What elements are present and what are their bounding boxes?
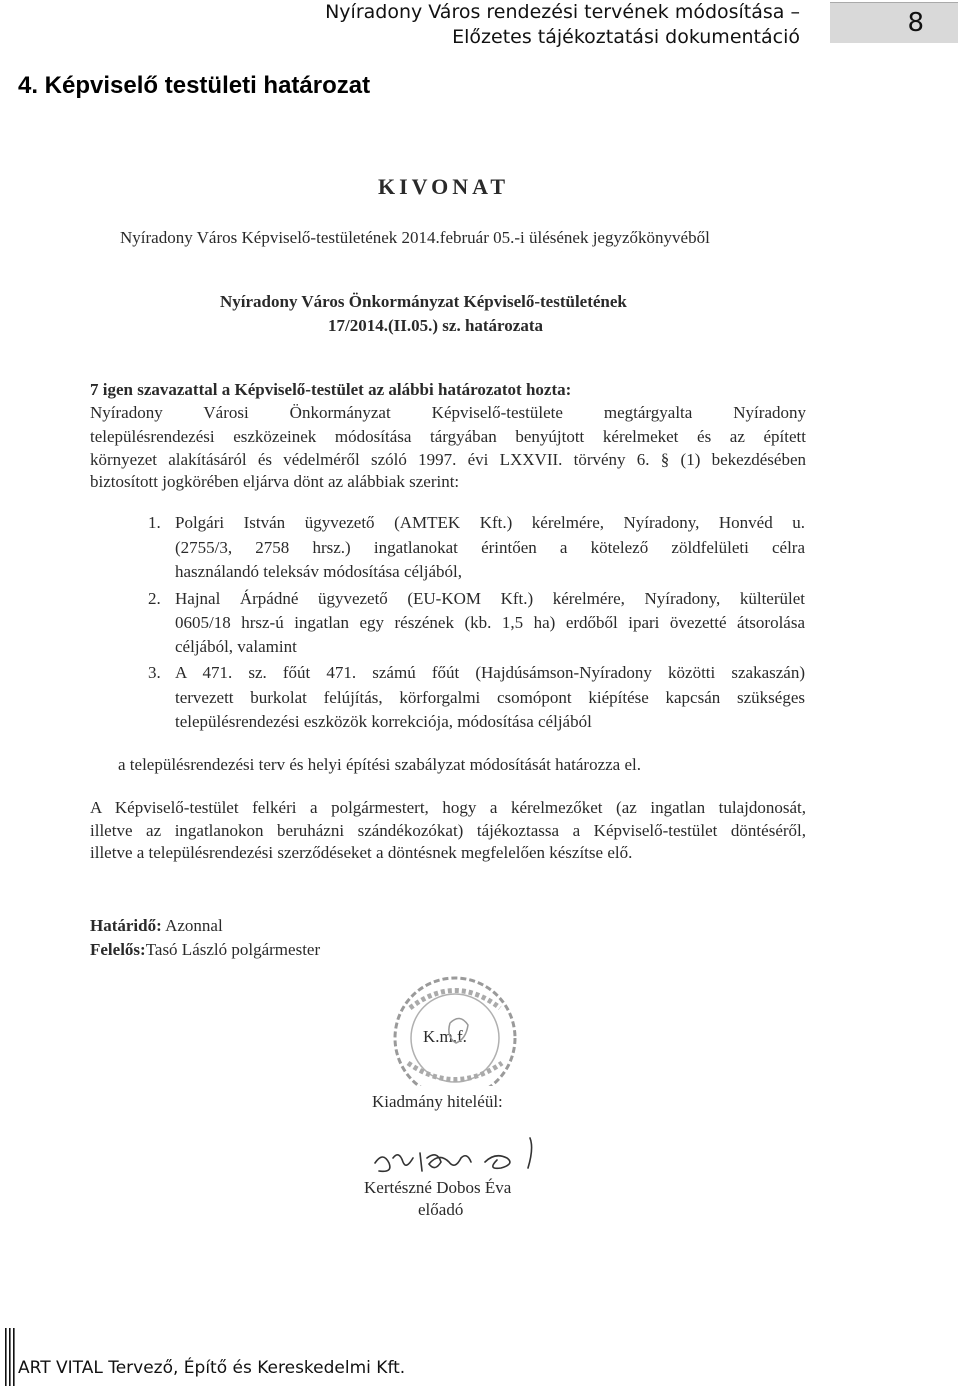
page-number: 8 bbox=[907, 8, 924, 38]
intro-line: környezet alakításáról és védelméről szóló 1997. évi LXXVII. törvény 6. § (1) bekezdésében bbox=[90, 450, 806, 469]
footer-bars-icon bbox=[4, 1328, 18, 1386]
signer-role: előadó bbox=[418, 1200, 464, 1219]
list-item-line: A 471. sz. főút 471. számú főút (Hajdúsámson-Nyíradony közötti szakaszán) bbox=[175, 663, 805, 682]
page-footer bbox=[0, 1320, 960, 1390]
responsible-row bbox=[90, 940, 320, 960]
list-item-line: településrendezési eszközök korrekciója, módosítása céljából bbox=[175, 712, 592, 731]
vote-line: 7 igen szavazattal a Képviselő-testület az alábbi határozatot hozta: bbox=[90, 380, 572, 399]
signer-name: Kertészné Dobos Éva bbox=[364, 1178, 512, 1197]
request-line: illetve az ingatlanokon beruházni szándékozókat) tájékoztassa a Képviselő-testület döntéséről, bbox=[90, 821, 806, 840]
list-item-line: tervezett burkolat felújítás, körforgalmi csomópont kiépítése kapcsán szükséges bbox=[175, 688, 805, 707]
intro-line: településrendezési eszközeinek módosítása tárgyában benyújtott kérelmeket és az épített bbox=[90, 427, 806, 446]
official-seal-icon bbox=[380, 968, 530, 1086]
document-heading: KIVONAT bbox=[378, 174, 510, 199]
list-item-line: használandó teleksáv módosítása céljából, bbox=[175, 562, 463, 581]
signature-icon bbox=[365, 1128, 565, 1183]
responsible-label: Felelős: bbox=[90, 940, 146, 959]
list-item-line: Polgári István ügyvezető (AMTEK Kft.) kérelmére, Nyíradony, Honvéd u. bbox=[175, 513, 805, 532]
list-item-number: 3. bbox=[148, 663, 161, 682]
request-line: illetve a településrendezési szerződéseket a döntésnek megfelelően készítse elő. bbox=[90, 843, 633, 862]
stamp-text: K.m.f. bbox=[423, 1027, 467, 1046]
footer-company: ART VITAL Tervező, Építő és Kereskedelmi Kft. bbox=[18, 1358, 406, 1378]
certified-label: Kiadmány hiteléül: bbox=[372, 1092, 503, 1111]
list-item-line: 0605/18 hrsz-ú ingatlan egy részének (kb. 1,5 ha) erdőből ipari övezetté átsorolása bbox=[175, 613, 805, 632]
list-item-line: Hajnal Árpádné ügyvezető (EU-KOM Kft.) kérelmére, Nyíradony, külterület bbox=[175, 589, 805, 608]
deadline-value: Azonnal bbox=[165, 916, 223, 935]
responsible-value: Tasó László polgármester bbox=[145, 940, 321, 959]
list-item-line: céljából, valamint bbox=[175, 637, 297, 656]
header-line-2: Előzetes tájékoztatási dokumentáció bbox=[452, 26, 800, 48]
request-line: A Képviselő-testület felkéri a polgármestert, hogy a kérelmezőket (az ingatlan tulajdonosát, bbox=[90, 798, 806, 817]
resolution-title-2: 17/2014.(II.05.) sz. határozata bbox=[328, 316, 543, 335]
intro-line: Nyíradony Városi Önkormányzat Képviselő-testülete megtárgyalta Nyíradony bbox=[90, 403, 806, 422]
list-item-line: (2755/3, 2758 hrsz.) ingatlanokat érintően a kötelező zöldfelületi célra bbox=[175, 538, 805, 557]
intro-line: biztosított jogkörében eljárva dönt az alábbiak szerint: bbox=[90, 472, 460, 491]
list-item-number: 1. bbox=[148, 513, 161, 532]
document-source: Nyíradony Város Képviselő-testületének 2014.február 05.-i ülésének jegyzőkönyvéből bbox=[120, 228, 710, 247]
deadline-row bbox=[90, 916, 223, 936]
resolution-title-1: Nyíradony Város Önkormányzat Képviselő-testületének bbox=[220, 292, 627, 311]
deadline-label: Határidő: bbox=[90, 916, 162, 935]
list-item-number: 2. bbox=[148, 589, 161, 608]
decision-line: a településrendezési terv és helyi építési szabályzat módosítását határozza el. bbox=[118, 755, 641, 774]
header-line-1: Nyíradony Város rendezési tervének módosítása – bbox=[325, 1, 800, 23]
section-title: 4. Képviselő testületi határozat bbox=[18, 72, 371, 99]
